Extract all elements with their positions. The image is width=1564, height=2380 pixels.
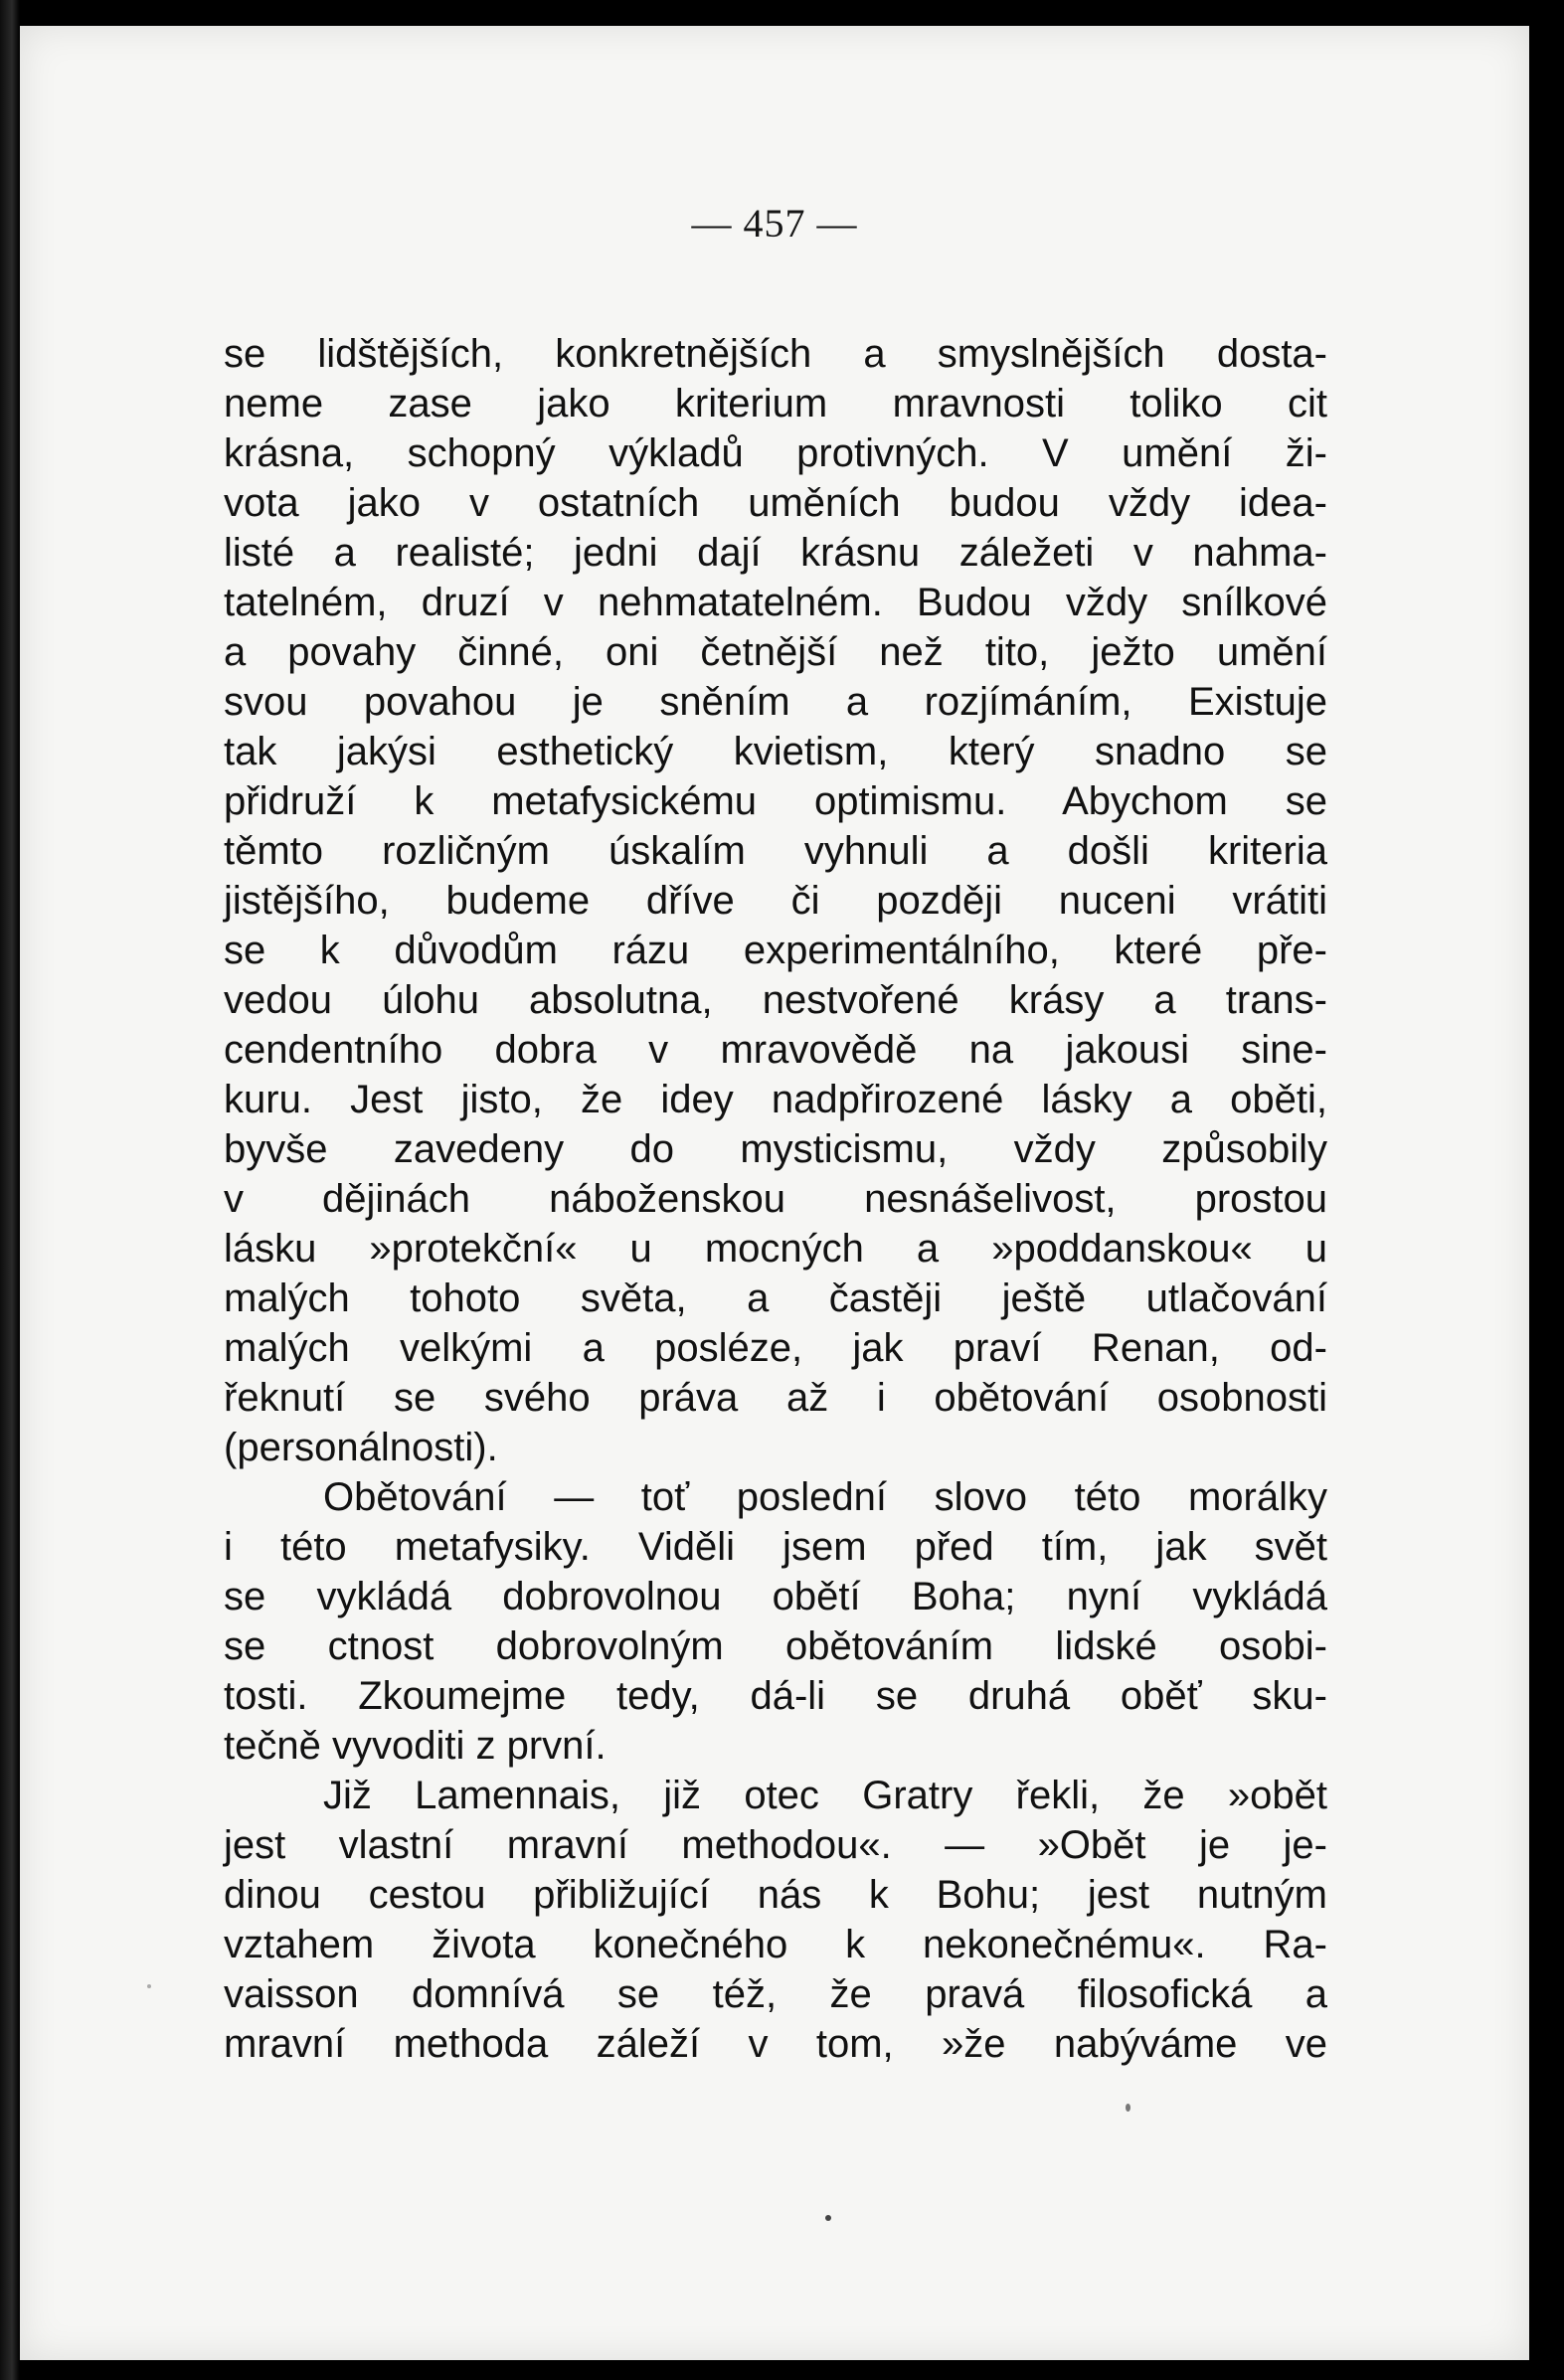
text-line: v dějinách náboženskou nesnášelivost, prostou: [224, 1177, 1327, 1221]
text-line: se k důvodům rázu experimentálního, které pře-: [224, 929, 1327, 972]
text-line: a povahy činné, oni četnější než tito, ježto umění: [224, 630, 1327, 674]
text-line: kuru. Jest jisto, že idey nadpřirozené lásky a oběti,: [224, 1078, 1327, 1121]
page-number: — 457 —: [691, 201, 858, 246]
body-text: [224, 329, 1327, 2069]
text-line: vztahem života konečného k nekonečnému«. Ra-: [224, 1923, 1327, 1966]
text-line: se lidštějších, konkretnějších a smyslnějších dosta-: [224, 332, 1327, 376]
text-line: malých tohoto světa, a častěji ještě utlačování: [224, 1276, 1327, 1320]
text-line: malých velkými a posléze, jak praví Renan, od-: [224, 1326, 1327, 1370]
text-line: vedou úlohu absolutna, nestvořené krásy a trans-: [224, 978, 1327, 1022]
text-line: byvše zavedeny do mysticismu, vždy způsobily: [224, 1127, 1327, 1171]
text-line: se vykládá dobrovolnou obětí Boha; nyní vykládá: [224, 1575, 1327, 1618]
text-line: tečně vyvoditi z první.: [224, 1724, 607, 1768]
text-line: Obětování — toť poslední slovo této morálky: [323, 1475, 1327, 1519]
text-line: neme zase jako kriterium mravnosti toliko cit: [224, 382, 1327, 425]
text-line: přidruží k metafysickému optimismu. Abychom se: [224, 779, 1327, 823]
text-line: listé a realisté; jedni dají krásnu záležeti v nahma-: [224, 531, 1327, 575]
text-line: Již Lamennais, již otec Gratry řekli, že »obět: [323, 1774, 1327, 1817]
text-line: svou povahou je sněním a rozjímáním, Existuje: [224, 680, 1327, 724]
text-line: cendentního dobra v mravovědě na jakousi sine-: [224, 1028, 1327, 1072]
text-line: tosti. Zkoumejme tedy, dá-li se druhá oběť sku-: [224, 1674, 1327, 1718]
text-line: jest vlastní mravní methodou«. — »Obět je je-: [224, 1823, 1327, 1867]
text-line: lásku »protekční« u mocných a »poddanskou« u: [224, 1227, 1327, 1271]
book-page: [20, 26, 1529, 2360]
text-line: krásna, schopný výkladů protivných. V umění ži-: [224, 431, 1327, 475]
text-line: vaisson domnívá se též, že pravá filosofická a: [224, 1972, 1327, 2016]
text-line: se ctnost dobrovolným obětováním lidské osobi-: [224, 1624, 1327, 1668]
text-line: těmto rozličným úskalím vyhnuli a došli kriteria: [224, 829, 1327, 873]
scan-speck: [1126, 2104, 1130, 2112]
text-line: tak jakýsi esthetický kvietism, který snadno se: [224, 730, 1327, 773]
text-line: řeknutí se svého práva až i obětování osobnosti: [224, 1376, 1327, 1420]
scan-speck: [825, 2215, 831, 2221]
text-line: i této metafysiky. Viděli jsem před tím, jak svět: [224, 1525, 1327, 1569]
text-line: tatelném, druzí v nehmatatelném. Budou vždy snílkové: [224, 581, 1327, 624]
scan-left-edge: [0, 0, 20, 2380]
text-line: jistějšího, budeme dříve či později nuceni vrátiti: [224, 879, 1327, 923]
text-line: vota jako v ostatních uměních budou vždy idea-: [224, 481, 1327, 525]
scan-speck: [147, 1984, 151, 1988]
text-line: (personálnosti).: [224, 1426, 498, 1469]
text-line: mravní methoda záleží v tom, »že nabýváme ve: [224, 2022, 1327, 2066]
text-line: dinou cestou přibližující nás k Bohu; jest nutným: [224, 1873, 1327, 1917]
